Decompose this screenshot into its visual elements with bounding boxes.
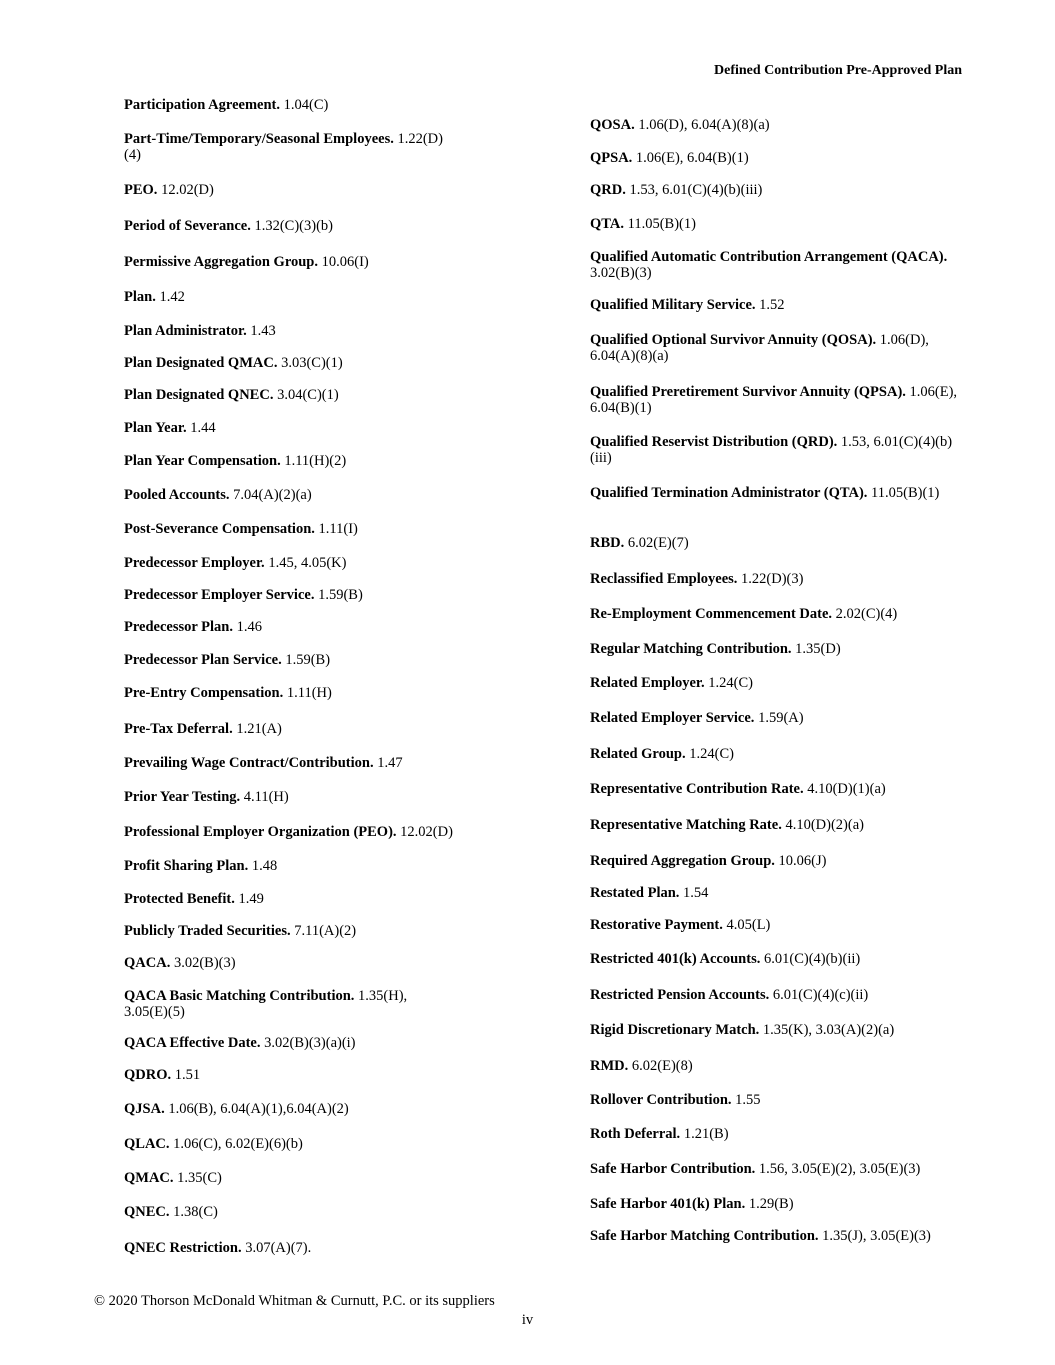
index-entry bbox=[124, 955, 454, 971]
index-entry bbox=[124, 254, 454, 270]
index-entry bbox=[124, 1240, 454, 1256]
index-term: Prior Year Testing. bbox=[124, 789, 241, 805]
index-term: PEO. bbox=[124, 182, 158, 198]
index-reference: 4.05(L) bbox=[726, 917, 771, 933]
index-term: Required Aggregation Group. bbox=[590, 853, 775, 869]
index-term: Predecessor Employer Service. bbox=[124, 587, 315, 603]
index-term: Related Employer. bbox=[590, 675, 705, 691]
index-reference: 1.42 bbox=[159, 289, 185, 305]
running-header: Defined Contribution Pre-Approved Plan bbox=[714, 63, 962, 78]
index-term: Reclassified Employees. bbox=[590, 571, 738, 587]
index-term: QTA. bbox=[590, 216, 624, 232]
index-term: Period of Severance. bbox=[124, 218, 251, 234]
index-reference: 7.11(A)(2) bbox=[294, 923, 357, 939]
index-term: QACA Basic Matching Contribution. bbox=[124, 988, 355, 1004]
index-reference: 3.07(A)(7). bbox=[245, 1240, 312, 1256]
index-reference: 2.02(C)(4) bbox=[835, 606, 898, 622]
index-entry bbox=[590, 434, 970, 466]
index-entry bbox=[124, 824, 454, 840]
index-entry bbox=[124, 652, 454, 668]
index-reference: 1.21(A) bbox=[236, 721, 282, 737]
index-reference: 1.54 bbox=[683, 885, 709, 901]
index-term: Predecessor Plan. bbox=[124, 619, 233, 635]
index-reference: 7.04(A)(2)(a) bbox=[233, 487, 312, 503]
index-entry bbox=[590, 249, 970, 281]
index-term: QJSA. bbox=[124, 1101, 165, 1117]
index-reference: 3.02(B)(3) bbox=[173, 955, 236, 971]
index-reference: 4.11(H) bbox=[243, 789, 289, 805]
index-term: Plan Designated QMAC. bbox=[124, 355, 278, 371]
index-reference: 1.32(C)(3)(b) bbox=[254, 218, 333, 234]
index-term: Restricted Pension Accounts. bbox=[590, 987, 770, 1003]
index-entry bbox=[590, 853, 970, 869]
index-entry bbox=[590, 535, 970, 551]
index-entry bbox=[124, 988, 454, 1020]
index-term: Part-Time/Temporary/Seasonal Employees. bbox=[124, 131, 394, 147]
index-reference: 12.02(D) bbox=[161, 182, 214, 198]
index-reference: 1.22(D)(3) bbox=[741, 571, 804, 587]
index-term: Restorative Payment. bbox=[590, 917, 723, 933]
index-term: Safe Harbor Matching Contribution. bbox=[590, 1228, 819, 1244]
index-entry bbox=[590, 485, 970, 501]
index-entry bbox=[590, 1126, 970, 1142]
index-entry bbox=[124, 789, 454, 805]
index-reference: 1.47 bbox=[377, 755, 403, 771]
index-reference: 1.11(I) bbox=[318, 521, 358, 537]
index-reference: 6.01(C)(4)(b)(ii) bbox=[763, 951, 861, 967]
index-entry bbox=[590, 332, 970, 364]
index-entry bbox=[590, 781, 970, 797]
index-reference: 4.10(D)(1)(a) bbox=[807, 781, 886, 797]
index-entry bbox=[124, 453, 454, 469]
index-entry bbox=[590, 710, 970, 726]
index-term: Safe Harbor 401(k) Plan. bbox=[590, 1196, 746, 1212]
index-entry bbox=[590, 1022, 970, 1038]
index-entry bbox=[124, 1170, 454, 1186]
index-term: Re-Employment Commencement Date. bbox=[590, 606, 833, 622]
index-reference: 1.06(E), 6.04(B)(1) bbox=[635, 150, 749, 166]
index-entry bbox=[124, 387, 454, 403]
index-reference: 11.05(B)(1) bbox=[627, 216, 696, 232]
index-reference: 10.06(J) bbox=[778, 853, 827, 869]
index-entry bbox=[124, 891, 454, 907]
index-entry bbox=[124, 1204, 454, 1220]
index-entry bbox=[124, 487, 454, 503]
index-reference: 1.35(J), 3.05(E)(3) bbox=[822, 1228, 931, 1244]
index-term: Regular Matching Contribution. bbox=[590, 641, 792, 657]
index-term: Pre-Tax Deferral. bbox=[124, 721, 233, 737]
index-entry bbox=[124, 721, 454, 737]
index-reference: 1.53, 6.01(C)(4)(b)(iii) bbox=[590, 434, 953, 466]
index-reference: 1.48 bbox=[251, 858, 278, 874]
index-term: Safe Harbor Contribution. bbox=[590, 1161, 756, 1177]
index-entry bbox=[590, 606, 970, 622]
index-reference: 1.59(B) bbox=[285, 652, 331, 668]
index-entry bbox=[124, 923, 454, 939]
index-reference: 1.29(B) bbox=[748, 1196, 794, 1212]
index-term: Post-Severance Compensation. bbox=[124, 521, 315, 537]
index-term: RBD. bbox=[590, 535, 625, 551]
index-reference: 1.22(D)(4) bbox=[124, 131, 443, 163]
index-reference: 6.01(C)(4)(c)(ii) bbox=[772, 987, 869, 1003]
index-entry bbox=[124, 1101, 454, 1117]
index-term: Roth Deferral. bbox=[590, 1126, 681, 1142]
index-entry bbox=[590, 817, 970, 833]
index-entry bbox=[590, 571, 970, 587]
index-term: Plan Designated QNEC. bbox=[124, 387, 274, 403]
index-reference: 3.02(B)(3) bbox=[590, 265, 652, 281]
index-entry bbox=[590, 885, 970, 901]
index-entry bbox=[590, 1228, 970, 1244]
index-reference: 1.04(C) bbox=[283, 97, 329, 113]
index-term: Pooled Accounts. bbox=[124, 487, 230, 503]
index-reference: 1.53, 6.01(C)(4)(b)(iii) bbox=[629, 182, 763, 198]
index-entry bbox=[124, 182, 454, 198]
index-entry bbox=[590, 675, 970, 691]
index-reference: 1.45, 4.05(K) bbox=[268, 555, 347, 571]
copyright-footer: © 2020 Thorson McDonald Whitman & Curnutt, P.C. or its suppliers bbox=[94, 1293, 495, 1309]
index-reference: 1.06(E), 6.04(B)(1) bbox=[590, 384, 958, 416]
index-entry bbox=[590, 987, 970, 1003]
index-entry bbox=[590, 384, 970, 416]
index-entry bbox=[590, 1058, 970, 1074]
index-reference: 1.11(H)(2) bbox=[284, 453, 347, 469]
index-reference: 1.35(K), 3.03(A)(2)(a) bbox=[762, 1022, 895, 1038]
index-term: Representative Contribution Rate. bbox=[590, 781, 804, 797]
index-term: Permissive Aggregation Group. bbox=[124, 254, 318, 270]
index-entry bbox=[124, 685, 454, 701]
index-reference: 1.21(B) bbox=[683, 1126, 729, 1142]
index-term: Qualified Reservist Distribution (QRD). bbox=[590, 434, 838, 450]
index-term: Participation Agreement. bbox=[124, 97, 280, 113]
index-reference: 3.03(C)(1) bbox=[281, 355, 343, 371]
index-reference: 1.59(A) bbox=[758, 710, 804, 726]
index-reference: 12.02(D) bbox=[400, 824, 453, 840]
index-reference: 1.35(H), 3.05(E)(5) bbox=[124, 988, 408, 1020]
index-term: Plan Year Compensation. bbox=[124, 453, 281, 469]
index-entry bbox=[590, 216, 970, 232]
index-reference: 6.02(E)(8) bbox=[631, 1058, 693, 1074]
index-reference: 1.51 bbox=[174, 1067, 201, 1083]
index-entry bbox=[590, 1196, 970, 1212]
index-reference: 6.02(E)(7) bbox=[627, 535, 689, 551]
index-term: Profit Sharing Plan. bbox=[124, 858, 249, 874]
index-term: Protected Benefit. bbox=[124, 891, 235, 907]
index-entry bbox=[124, 97, 454, 113]
index-term: Professional Employer Organization (PEO). bbox=[124, 824, 397, 840]
index-reference: 4.10(D)(2)(a) bbox=[785, 817, 864, 833]
index-term: Qualified Military Service. bbox=[590, 297, 756, 313]
index-reference: 3.02(B)(3)(a)(i) bbox=[264, 1035, 356, 1051]
index-entry bbox=[590, 746, 970, 762]
index-term: Qualified Automatic Contribution Arrangement (QACA). bbox=[590, 249, 948, 265]
index-entry bbox=[124, 1067, 454, 1083]
index-reference: 1.56, 3.05(E)(2), 3.05(E)(3) bbox=[758, 1161, 921, 1177]
index-term: Related Group. bbox=[590, 746, 686, 762]
index-term: Publicly Traded Securities. bbox=[124, 923, 291, 939]
index-entry bbox=[124, 555, 454, 571]
index-term: Plan Administrator. bbox=[124, 323, 247, 339]
index-term: Rollover Contribution. bbox=[590, 1092, 732, 1108]
index-term: QDRO. bbox=[124, 1067, 172, 1083]
index-term: Related Employer Service. bbox=[590, 710, 755, 726]
page-number: iv bbox=[521, 1312, 534, 1328]
index-term: Representative Matching Rate. bbox=[590, 817, 782, 833]
index-entry bbox=[124, 1136, 454, 1152]
index-entry bbox=[124, 755, 454, 771]
index-entry bbox=[124, 420, 454, 436]
index-term: Restated Plan. bbox=[590, 885, 680, 901]
index-term: QNEC. bbox=[124, 1204, 170, 1220]
index-entry bbox=[124, 587, 454, 603]
index-term: QMAC. bbox=[124, 1170, 174, 1186]
index-term: Qualified Termination Administrator (QTA). bbox=[590, 485, 868, 501]
index-reference: 1.11(H) bbox=[286, 685, 332, 701]
index-reference: 1.55 bbox=[735, 1092, 761, 1108]
index-reference: 1.35(D) bbox=[795, 641, 841, 657]
index-reference: 1.46 bbox=[236, 619, 262, 635]
index-entry bbox=[590, 917, 970, 933]
index-reference: 1.43 bbox=[250, 323, 276, 339]
index-reference: 3.04(C)(1) bbox=[277, 387, 339, 403]
index-entry bbox=[124, 619, 454, 635]
index-entry bbox=[124, 521, 454, 537]
index-entry bbox=[590, 641, 970, 657]
index-term: QACA. bbox=[124, 955, 171, 971]
index-reference: 10.06(I) bbox=[321, 254, 369, 270]
index-entry bbox=[124, 858, 454, 874]
index-term: Prevailing Wage Contract/Contribution. bbox=[124, 755, 374, 771]
index-term: Rigid Discretionary Match. bbox=[590, 1022, 760, 1038]
index-term: Restricted 401(k) Accounts. bbox=[590, 951, 761, 967]
index-reference: 1.49 bbox=[238, 891, 264, 907]
index-reference: 1.06(D), 6.04(A)(8)(a) bbox=[638, 117, 770, 133]
index-entry bbox=[590, 1161, 970, 1177]
index-entry bbox=[124, 323, 454, 339]
index-term: QACA Effective Date. bbox=[124, 1035, 261, 1051]
index-term: Qualified Optional Survivor Annuity (QOSA). bbox=[590, 332, 877, 348]
index-reference: 1.24(C) bbox=[708, 675, 753, 691]
index-reference: 1.44 bbox=[190, 420, 216, 436]
index-term: QLAC. bbox=[124, 1136, 170, 1152]
index-term: Plan. bbox=[124, 289, 156, 305]
index-term: Plan Year. bbox=[124, 420, 187, 436]
index-entry bbox=[590, 297, 970, 313]
index-term: RMD. bbox=[590, 1058, 629, 1074]
index-term: Predecessor Plan Service. bbox=[124, 652, 282, 668]
index-term: QOSA. bbox=[590, 117, 635, 133]
index-reference: 1.06(C), 6.02(E)(6)(b) bbox=[173, 1136, 303, 1152]
index-term: Predecessor Employer. bbox=[124, 555, 265, 571]
index-term: QRD. bbox=[590, 182, 626, 198]
index-entry bbox=[590, 951, 970, 967]
index-reference: 1.06(B), 6.04(A)(1),6.04(A)(2) bbox=[168, 1101, 349, 1117]
index-term: QPSA. bbox=[590, 150, 633, 166]
index-reference: 1.24(C) bbox=[689, 746, 734, 762]
index-reference: 11.05(B)(1) bbox=[871, 485, 940, 501]
index-entry bbox=[124, 1035, 454, 1051]
index-entry bbox=[590, 1092, 970, 1108]
index-reference: 1.06(D), 6.04(A)(8)(a) bbox=[590, 332, 929, 364]
index-entry bbox=[124, 131, 454, 163]
index-reference: 1.59(B) bbox=[318, 587, 363, 603]
index-reference: 1.35(C) bbox=[177, 1170, 222, 1186]
index-reference: 1.52 bbox=[759, 297, 785, 313]
index-term: Pre-Entry Compensation. bbox=[124, 685, 284, 701]
index-entry bbox=[590, 150, 970, 166]
index-term: Qualified Preretirement Survivor Annuity (QPSA). bbox=[590, 384, 906, 400]
index-reference: 1.38(C) bbox=[173, 1204, 218, 1220]
index-entry bbox=[590, 117, 970, 133]
index-entry bbox=[590, 182, 970, 198]
index-term: QNEC Restriction. bbox=[124, 1240, 242, 1256]
index-entry bbox=[124, 289, 454, 305]
index-entry bbox=[124, 218, 454, 234]
index-entry bbox=[124, 355, 454, 371]
